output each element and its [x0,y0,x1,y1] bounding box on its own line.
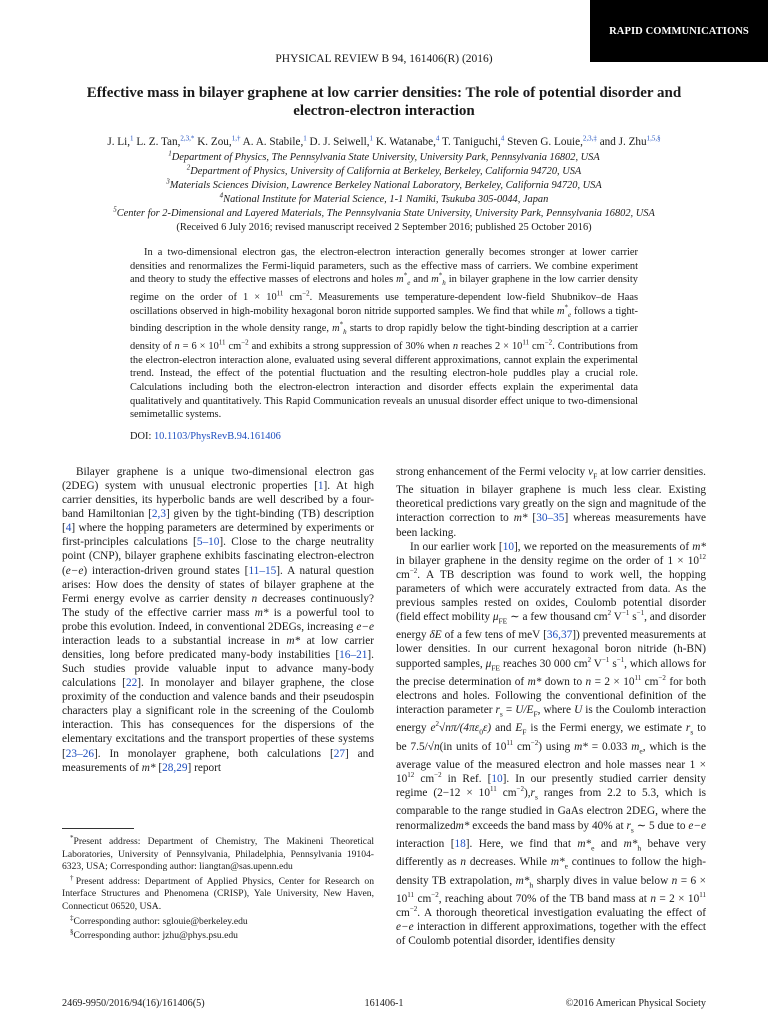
author: T. Taniguchi,$^4$ [442,134,505,148]
journal-line: PHYSICAL REVIEW B 94, 161406(R) (2016) [275,53,493,65]
citation-link[interactable]: 27 [333,747,346,760]
citation-link[interactable]: 1 [317,480,324,493]
affiliation: $^3$Materials Sciences Division, Lawrence Berkeley National Laboratory, Berkeley, California 94720, USA [166,177,602,192]
author: A. A. Stabile,$^1$ [242,134,307,148]
footnote: †Present address: Department of Applied Physics, Center for Research on Interface Structures and Phenomena (CRISP), Yale University, New Haven, Connecticut 06520, USA. [62,873,374,912]
body-column-right [396,465,706,948]
citation-link[interactable]: 36,37 [546,629,573,642]
citation-link[interactable]: 16–21 [339,649,368,662]
author: and J. Zhu$^{1,5,\S}$ [599,134,661,148]
footnote-rule [62,828,134,829]
author: J. Li,$^1$ [107,134,134,148]
author: K. Watanabe,$^4$ [375,134,440,148]
author: Steven G. Louie,$^{2,3,\ddagger}$ [507,134,597,148]
body-paragraph: Bilayer graphene is a unique two-dimensional electron gas (2DEG) system with unusual electronic properties [1]. At high carrier densities, its hyperbolic bands are well described by a four-band Hamiltonian [2,3] given by the tight-binding (TB) description [4] where the hopping parameters are determined by experiments or first-principles calculations [5–10]. Close to the charge neutrality point (CNP), bilayer graphene exhibits fascinating electron-electron (e−e) interaction-driven ground states [11–15]. A natural question arises: How does the density of states of bilayer graphene at the Fermi energy evolve as carrier density n decreases continuously? The study of the effective carrier mass m* is a powerful tool to probe this evolution. Indeed, in conventional 2DEGs, increasing e−e interaction leads to a substantial increase in m* at low carrier densities, long before predicated many-body instabilities [16–21]. Such studies provide valuable input to advance many-body calculations [22]. In monolayer and bilayer graphene, the close proximity of the conduction and valence bands and their pseudospin characters play a significant role in the screening of the Coulomb interaction. This has consequences for the dispersions of the elementary excitations and the transport properties of these systems [23–26]. In monolayer graphene, both calculations [27] and measurements of m* [28,29] report [62,466,375,774]
citation-link[interactable]: 5–10 [196,536,220,549]
body-paragraph: In our earlier work [10], we reported on the measurements of m* in bilayer graphene in the density regime on the order of $1 \times 10^{12}$ $cm^{-2}$. A TB description was found to work well, the hopping parameters of which were accurately extracted from data. As the previous samples rested on oxides, Coulomb potential disorder (field effect mobility $\mu_{FE}$ ∼ a few thousand $cm^2$ $V^{-1}$ $s^{-1}$, and disorder energy δE of a few tens of meV [36,37]) prevented measurements at lower densities. In our current hexagonal boron nitride (h-BN) supported samples, $\mu_{FE}$ reaches 30 000 $cm^2$ $V^{-1}$ $s^{-1}$, which allows for the precise determination of m* down to $n = 2 \times 10^{11}$ $cm^{-2}$ for both electrons and holes. Following the conventional definition of the interaction parameter $r_s = U/E_F$, where U is the Coulomb interaction energy $e^2√n\pi/(4\pi\varepsilon_0\varepsilon)$ and $E_F$ is the Fermi energy, we estimate $r_s$ to be 7.5/√n(in units of $10^{11}$ $cm^{-2}$) using m* = 0.033 $m_e$, which is the average value of the measured electron and hole masses near $1 \times 10^{12}$ $cm^{-2}$ in Ref. [10]. In our presently studied carrier density regime ($2-12 \times 10^{11}$ $cm^{-2}),r_s$ ranges from 2.2 to 5.3, which is comparable to the range studied in GaAs electron 2DEG, where the renormalizedm* exceeds the band mass by 40% at $r_s$ ∼ 5 due to e−e interaction [18]. Here, we find that $m*_e$ and $m*_h$ behave very differently as n decreases. While $m*_e$ continues to follow the high-density TB extrapolation, $m*_h$ sharply dives in value below $n = 6 \times 10^{11}$ $cm^{-2}$, reaching about 70% of the TB band mass at $n = 2 \times 10^{11}$ $cm^{-2}$. A thorough theoretical investigation evaluating the effect of e−e interaction in different approximations, together with the effect of Coulomb potential disorder, identifies density [396,540,707,948]
abstract: In a two-dimensional electron gas, the electron-electron interaction generally becomes stronger at lower carrier densities and renormalizes the Fermi-liquid parameters, such as the effective mass of carriers. We combine experiment and theory to study the effective masses of electrons and holes $m^*_e$ and $m^*_h$ in bilayer graphene in the low carrier density regime on the order of $1 \times 10^{11}$ $cm^{-2}$. Measurements use temperature-dependent low-field Shubnikov–de Haas oscillations observed in high-mobility hexagonal boron nitride supported samples. We find that while $m^*_e$ follows a tight-binding description in the whole density range, $m^*_h$ starts to drop rapidly below the tight-binding description at a carrier density of $n = 6 \times 10^{11}$ $cm^{-2}$ and exhibits a strong suppression of 30% when n reaches $2 \times 10^{11}$ $cm^{-2}$. Contributions from the electron-electron interaction alone, evaluated using several different approximations, cannot explain the experimental trend. Instead, the effect of the potential fluctuation and the resulting electron-hole puddles play a crucial role. Calculations including both the electron-electron interaction and disorder effects explain the experimental data qualitatively and quantitatively. This Rapid Communication reveals an unusual disorder effect unique to two-dimensional semimetallic systems. [130,247,639,421]
author: D. J. Seiwell,$^1$ [309,134,374,148]
body-column-left [62,465,374,775]
footer-page-number: 161406-1 [364,998,404,1009]
citation-link[interactable]: 2,3 [151,508,166,521]
footnote: *Present address: Department of Chemistry, The Makineni Theoretical Laboratories, University of Pennsylvania, Philadelphia, Pennsylvania 19104-6323, USA; Corresponding author: liangtan@sas.upenn.edu [62,833,374,873]
citation-link[interactable]: 18 [454,837,466,850]
affiliation: $^1$Department of Physics, The Pennsylvania State University, University Park, Pennsylvania 16802, USA [168,149,600,163]
footer-issn: 2469-9950/2016/94(16)/161406(5) [62,998,205,1009]
doi-link[interactable]: 10.1103/PhysRevB.94.161406 [153,431,281,442]
citation-link[interactable]: 22 [125,677,138,690]
affiliations [40,151,728,236]
footnote: ‡Corresponding author: sglouie@berkeley.edu [70,913,248,927]
footer-copyright: ©2016 American Physical Society [565,998,706,1009]
paper-title: Effective mass in bilayer graphene at low carrier densities: The role of potential disorder and electron-electron interaction [86,85,682,119]
citation-link[interactable]: 28,29 [162,761,188,774]
affiliation: $^4$National Institute for Material Science, 1-1 Namiki, Tsukuba 305-0044, Japan [219,191,549,206]
footnote: §Corresponding author: jzhu@phys.psu.edu [70,927,238,942]
affiliation: $^5$Center for 2-Dimensional and Layered Materials, The Pennsylvania State University, University Park, Pennsylvania 16802, USA [113,205,655,220]
body-paragraph: strong enhancement of the Fermi velocity $v_F$ at low carrier densities. The situation in bilayer graphene is much less clear. Existing theoretical predictions vary greatly on the sign and magnitude of the interaction correction to m* [30–35] whereas measurements have been lacking. [396,466,706,539]
citation-link[interactable]: 11–15 [248,564,277,577]
citation-link[interactable]: 10 [491,773,503,786]
page-footer [62,998,706,1012]
author: K. Zou,$^{1,\dagger}$ [197,134,241,148]
author: L. Z. Tan,$^{2,3,*}$ [136,134,195,148]
banner-label: RAPID COMMUNICATIONS [609,25,749,37]
citation-link[interactable]: 23–26 [65,747,95,760]
citation-link[interactable]: 4 [65,522,72,535]
citation-link[interactable]: 10 [502,540,514,553]
doi-line: DOI: 10.1103/PhysRevB.94.161406 [130,431,281,442]
footnotes [62,833,374,945]
affiliation: $^2$Department of Physics, University of California at Berkeley, Berkeley, California 94720, USA [186,163,582,178]
author-list [40,135,728,150]
citation-link[interactable]: 30–35 [536,512,565,525]
received-dates: (Received 6 July 2016; revised manuscript received 2 September 2016; published 25 October 2016) [176,222,592,234]
